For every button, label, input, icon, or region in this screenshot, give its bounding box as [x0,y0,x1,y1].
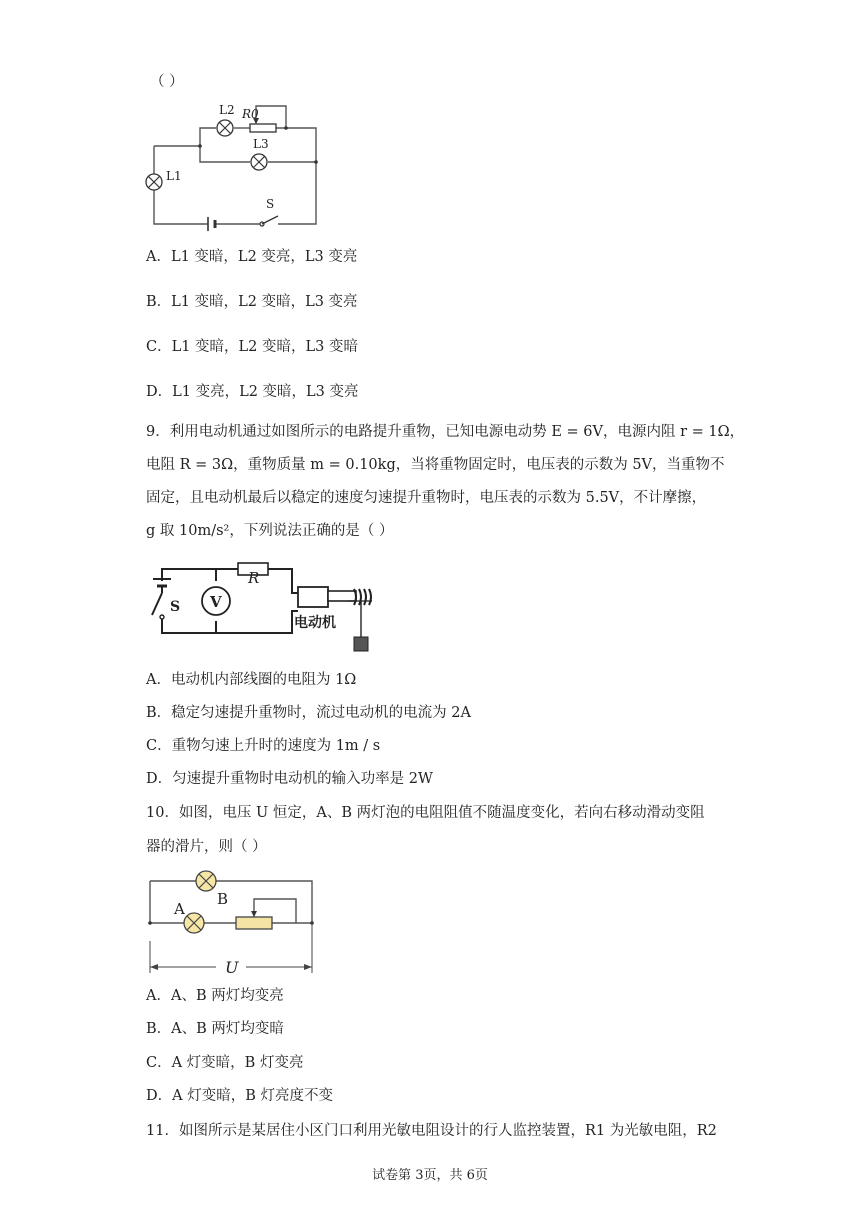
q10-label-B: B [217,890,229,908]
q9-stem-line-1: 9．利用电动机通过如图所示的电路提升重物，已知电源电动势 E = 6V，电源内阻 r = 1Ω， [146,424,745,440]
q9-label-R: R [248,569,260,587]
q9-option-a: A．电动机内部线圈的电阻为 1Ω [146,672,357,688]
q10-label-A: A [174,900,185,918]
q8-option-c: C．L1 变暗，L2 变暗，L3 变暗 [146,339,358,355]
q9-label-S: S [170,599,181,615]
q9-stem-line-4: g 取 10m/s²，下列说法正确的是（ ） [146,523,394,539]
q10-label-U: U [225,958,239,977]
q8-stem-tail: （ ） [150,74,184,90]
q10-option-b: B．A、B 两灯均变暗 [146,1021,284,1037]
q8-label-L2: L2 [219,103,235,117]
q9-stem-line-2: 电阻 R = 3Ω，重物质量 m = 0.10kg，当将重物固定时，电压表的示数为 5V，当重物不 [146,457,725,473]
q9-option-d: D．匀速提升重物时电动机的输入功率是 2W [146,771,433,787]
q8-label-L1: L1 [166,169,182,183]
q8-circuit-diagram [140,98,340,233]
q10-stem-line-2: 器的滑片，则（ ） [146,839,267,855]
q9-label-motor: 电动机 [294,615,336,631]
q8-option-d: D．L1 变亮，L2 变暗，L3 变亮 [146,384,359,400]
q9-stem-line-3: 固定，且电动机最后以稳定的速度匀速提升重物时，电压表的示数为 5.5V，不计摩擦， [146,490,707,506]
page-footer: 试卷第 3页，共 6页 [372,1168,488,1183]
q9-option-b: B．稳定匀速提升重物时，流过电动机的电流为 2A [146,705,471,721]
q10-circuit-diagram [146,867,321,977]
q10-option-a: A．A、B 两灯均变亮 [146,988,284,1004]
q8-label-S: S [266,197,275,211]
q9-option-c: C．重物匀速上升时的速度为 1m / s [146,738,381,754]
q8-option-a: A．L1 变暗，L2 变亮，L3 变亮 [146,249,358,265]
q10-stem-line-1: 10．如图，电压 U 恒定，A、B 两灯泡的电阻阻值不随温度变化，若向右移动滑动变阻 [146,805,705,821]
q9-label-V: V [210,593,222,611]
q8-label-L3: L3 [253,137,269,151]
q10-option-d: D．A 灯变暗，B 灯亮度不变 [146,1088,333,1104]
q8-label-R0: R0 [242,107,259,121]
q10-option-c: C．A 灯变暗，B 灯变亮 [146,1055,304,1071]
q8-option-b: B．L1 变暗，L2 变暗，L3 变亮 [146,294,358,310]
q9-circuit-diagram [148,555,398,655]
q11-stem-line-1: 11．如图所示是某居住小区门口利用光敏电阻设计的行人监控装置，R1 为光敏电阻，R2 [146,1123,717,1139]
